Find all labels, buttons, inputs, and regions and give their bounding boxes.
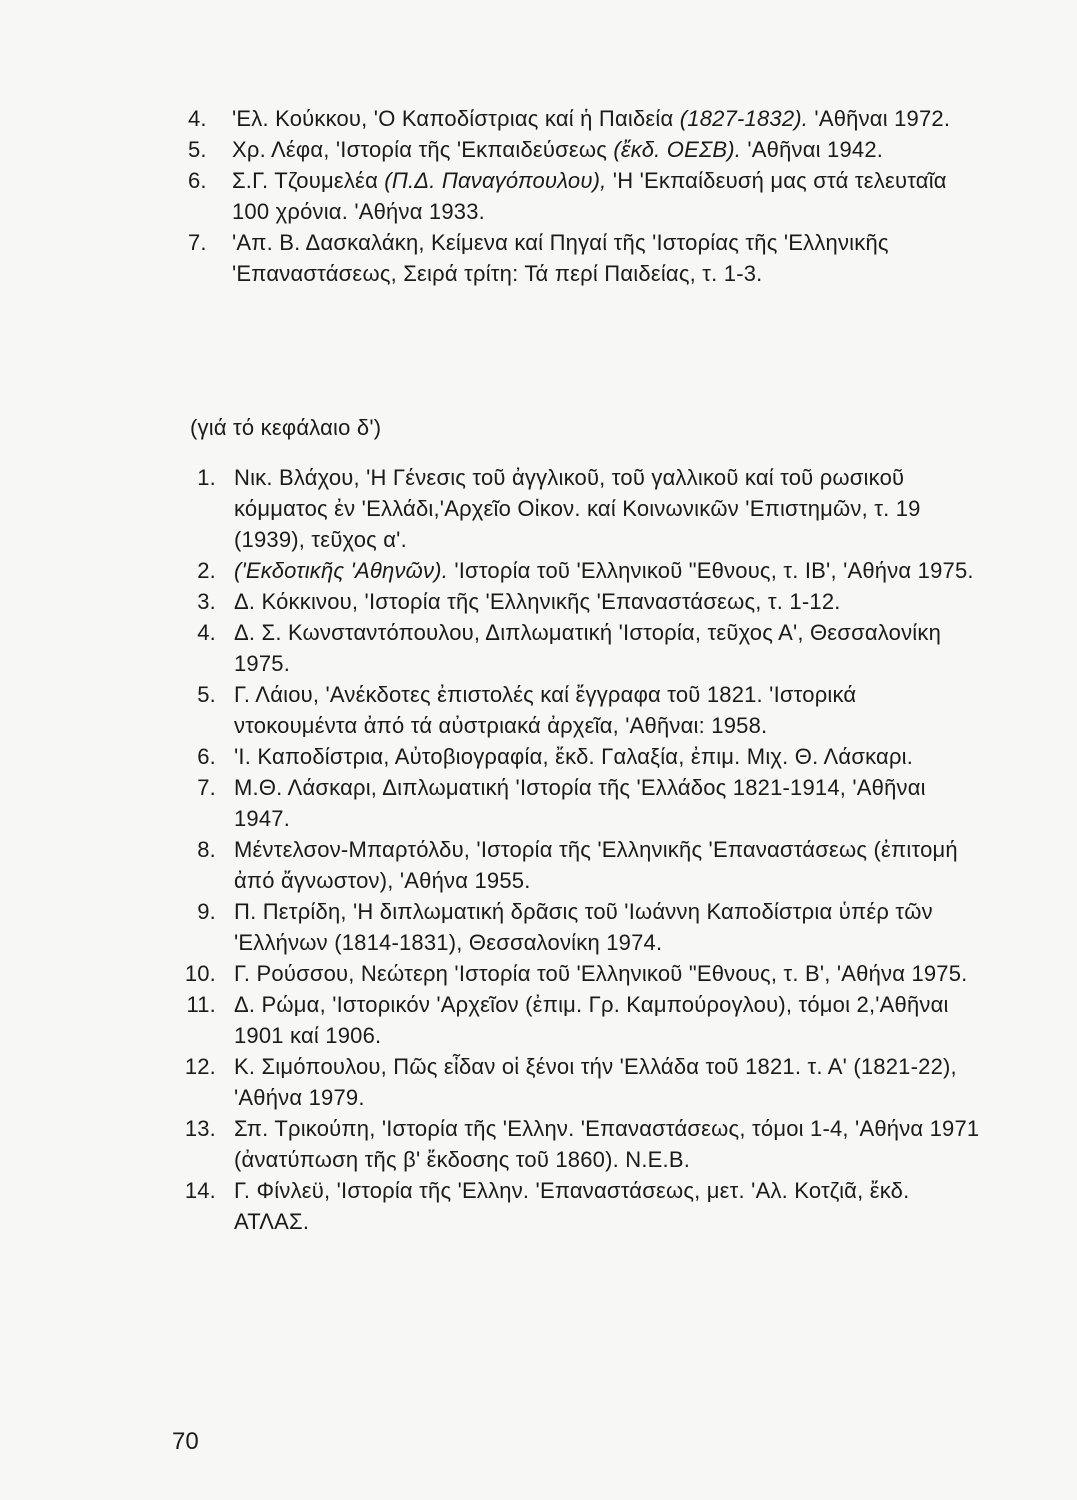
entry-text: Δ. Ρώμα, 'Ιστορικόν 'Αρχεῖον (ἐπιμ. Γρ. Καμπούρογλου), τόμοι 2,'Αθῆναι 1901 καί 1906. (234, 992, 949, 1048)
entry-number: 11. (186, 992, 216, 1017)
entry-text: Γ. Ρούσσου, Νεώτερη 'Ιστορία τοῦ 'Ελληνικοῦ "Εθνους, τ. Β', 'Αθήνα 1975. (234, 961, 968, 986)
entry-text: Χρ. Λέφα, 'Ιστορία τῆς 'Εκπαιδεύσεως (232, 137, 614, 162)
entry-text: Δ. Κόκκινου, 'Ιστορία τῆς 'Ελληνικῆς 'Επαναστάσεως, τ. 1-12. (234, 589, 841, 614)
bibliography-entry (188, 103, 978, 134)
entry-number: 6. (197, 744, 216, 769)
bibliography-entry (190, 555, 980, 586)
section-heading: (γιά τό κεφάλαιο δ') (190, 415, 382, 440)
entry-number: 4. (197, 620, 216, 645)
bibliography-entry (190, 896, 980, 958)
entry-number: 9. (197, 899, 216, 924)
entry-text: 'Απ. Β. Δασκαλάκη, Κείμενα καί Πηγαί τῆς 'Ιστορίας τῆς 'Ελληνικῆς 'Επαναστάσεως, Σειρά τρίτη: Τά περί Παιδείας, τ. 1-3. (232, 230, 889, 286)
entry-text: 'Ελ. Κούκκου, 'Ο Καποδίστριας καί ἡ Παιδεία (232, 106, 680, 131)
bibliography-entry (188, 165, 978, 227)
entry-text: Σ.Γ. Τζουμελέα (232, 168, 385, 193)
entry-text-after: 'Αθῆναι 1972. (808, 106, 951, 131)
entry-text: Γ. Λάιου, 'Ανέκδοτες ἐπιστολές καί ἔγγραφα τοῦ 1821. 'Ιστορικά ντοκουμέντα ἀπό τά αὐστριακά ἀρχεῖα, 'Αθῆναι: 1958. (234, 682, 857, 738)
entry-number: 5. (197, 682, 216, 707)
bibliography-entry (186, 989, 980, 1051)
bibliography-entry (184, 1113, 980, 1175)
entry-text-after: 'Αθῆναι 1942. (741, 137, 884, 162)
entry-number: 5. (188, 137, 207, 162)
entry-text: Μέντελσον-Μπαρτόλδυ, 'Ιστορία τῆς 'Ελληνικῆς 'Επαναστάσεως (ἐπιτομή ἀπό ἄγνωστον), 'Αθήνα 1955. (234, 837, 958, 893)
entry-number: 12. (184, 1054, 216, 1079)
entry-number: 8. (197, 837, 216, 862)
entry-italic: (1827-1832). (679, 106, 809, 131)
bibliography-entry (190, 462, 980, 555)
bibliography-entry (190, 679, 980, 741)
bibliography-entry (190, 617, 980, 679)
entry-italic: (ἔκδ. ΟΕΣΒ). (613, 137, 742, 162)
entry-text: Δ. Σ. Κωνσταντόπουλου, Διπλωματική 'Ιστορία, τεῦχος Α', Θεσσαλονίκη 1975. (234, 620, 942, 676)
bibliography-entry (190, 741, 980, 772)
entry-text: Π. Πετρίδη, 'Η διπλωματική δρᾶσις τοῦ 'Ιωάννη Καποδίστρια ὑπέρ τῶν 'Ελλήνων (1814-1831), Θεσσαλονίκη 1974. (234, 899, 933, 955)
bibliography-entry (188, 227, 978, 289)
entry-number: 2. (197, 558, 216, 583)
entry-number: 4. (188, 106, 207, 131)
entry-number: 10. (184, 961, 216, 986)
entry-text: Νικ. Βλάχου, 'Η Γένεσις τοῦ ἀγγλικοῦ, τοῦ γαλλικοῦ καί τοῦ ρωσικοῦ κόμματος ἐν 'Ελλάδι,'Αρχεῖο Οἰκον. καί Κοινωνικῶν 'Επιστημῶν, τ. 19 (1939), τεῦχος α'. (234, 465, 921, 552)
entry-number: 3. (197, 589, 216, 614)
entry-text-after: 'Η 'Εκπαίδευσή μας στά τελευταῖα 100 χρόνια. 'Αθήνα 1933. (232, 168, 947, 224)
entry-text: Σπ. Τρικούπη, 'Ιστορία τῆς 'Ελλην. 'Επαναστάσεως, τόμοι 1-4, 'Αθήνα 1971 (ἀνατύπωση τῆς β' ἔκδοσης τοῦ 1860). Ν.Ε.Β. (234, 1116, 980, 1172)
entry-number: 7. (197, 775, 216, 800)
bibliography-entry (190, 834, 980, 896)
bibliography-entry (184, 958, 980, 989)
entry-number: 7. (188, 230, 207, 255)
bibliography-entry (190, 772, 980, 834)
bibliography-entry (188, 134, 978, 165)
entry-text: Γ. Φίνλεϋ, 'Ιστορία τῆς 'Ελλην. 'Επαναστάσεως, μετ. 'Αλ. Κοτζιᾶ, ἔκδ. ΑΤΛΑΣ. (234, 1178, 910, 1234)
bibliography-list-chapter-c (188, 103, 978, 289)
entry-text: 'Ι. Καποδίστρια, Αὐτοβιογραφία, ἔκδ. Γαλαξία, ἐπιμ. Μιχ. Θ. Λάσκαρι. (234, 744, 914, 769)
bibliography-entry (184, 1051, 980, 1113)
entry-text: Κ. Σιμόπουλου, Πῶς εἶδαν οἱ ξένοι τήν 'Ελλάδα τοῦ 1821. τ. Α' (1821-22), 'Αθήνα 1979. (234, 1054, 957, 1110)
entry-number: 6. (188, 168, 207, 193)
entry-italic: (Π.Δ. Παναγόπουλου), (384, 168, 607, 193)
entry-text-after: 'Ιστορία τοῦ 'Ελληνικοῦ "Εθνους, τ. ΙΒ', 'Αθήνα 1975. (448, 558, 974, 583)
entry-number: 1. (197, 465, 216, 490)
page-number: 70 (172, 1428, 199, 1455)
bibliography-entry (184, 1175, 980, 1237)
entry-number: 13. (184, 1116, 216, 1141)
entry-italic: ('Εκδοτικῆς 'Αθηνῶν). (234, 558, 449, 583)
entry-text: Μ.Θ. Λάσκαρι, Διπλωματική 'Ιστορία τῆς 'Ελλάδος 1821-1914, 'Αθῆναι 1947. (234, 775, 926, 831)
bibliography-entry (190, 586, 980, 617)
entry-number: 14. (184, 1178, 216, 1203)
bibliography-list-chapter-d (184, 462, 980, 1237)
